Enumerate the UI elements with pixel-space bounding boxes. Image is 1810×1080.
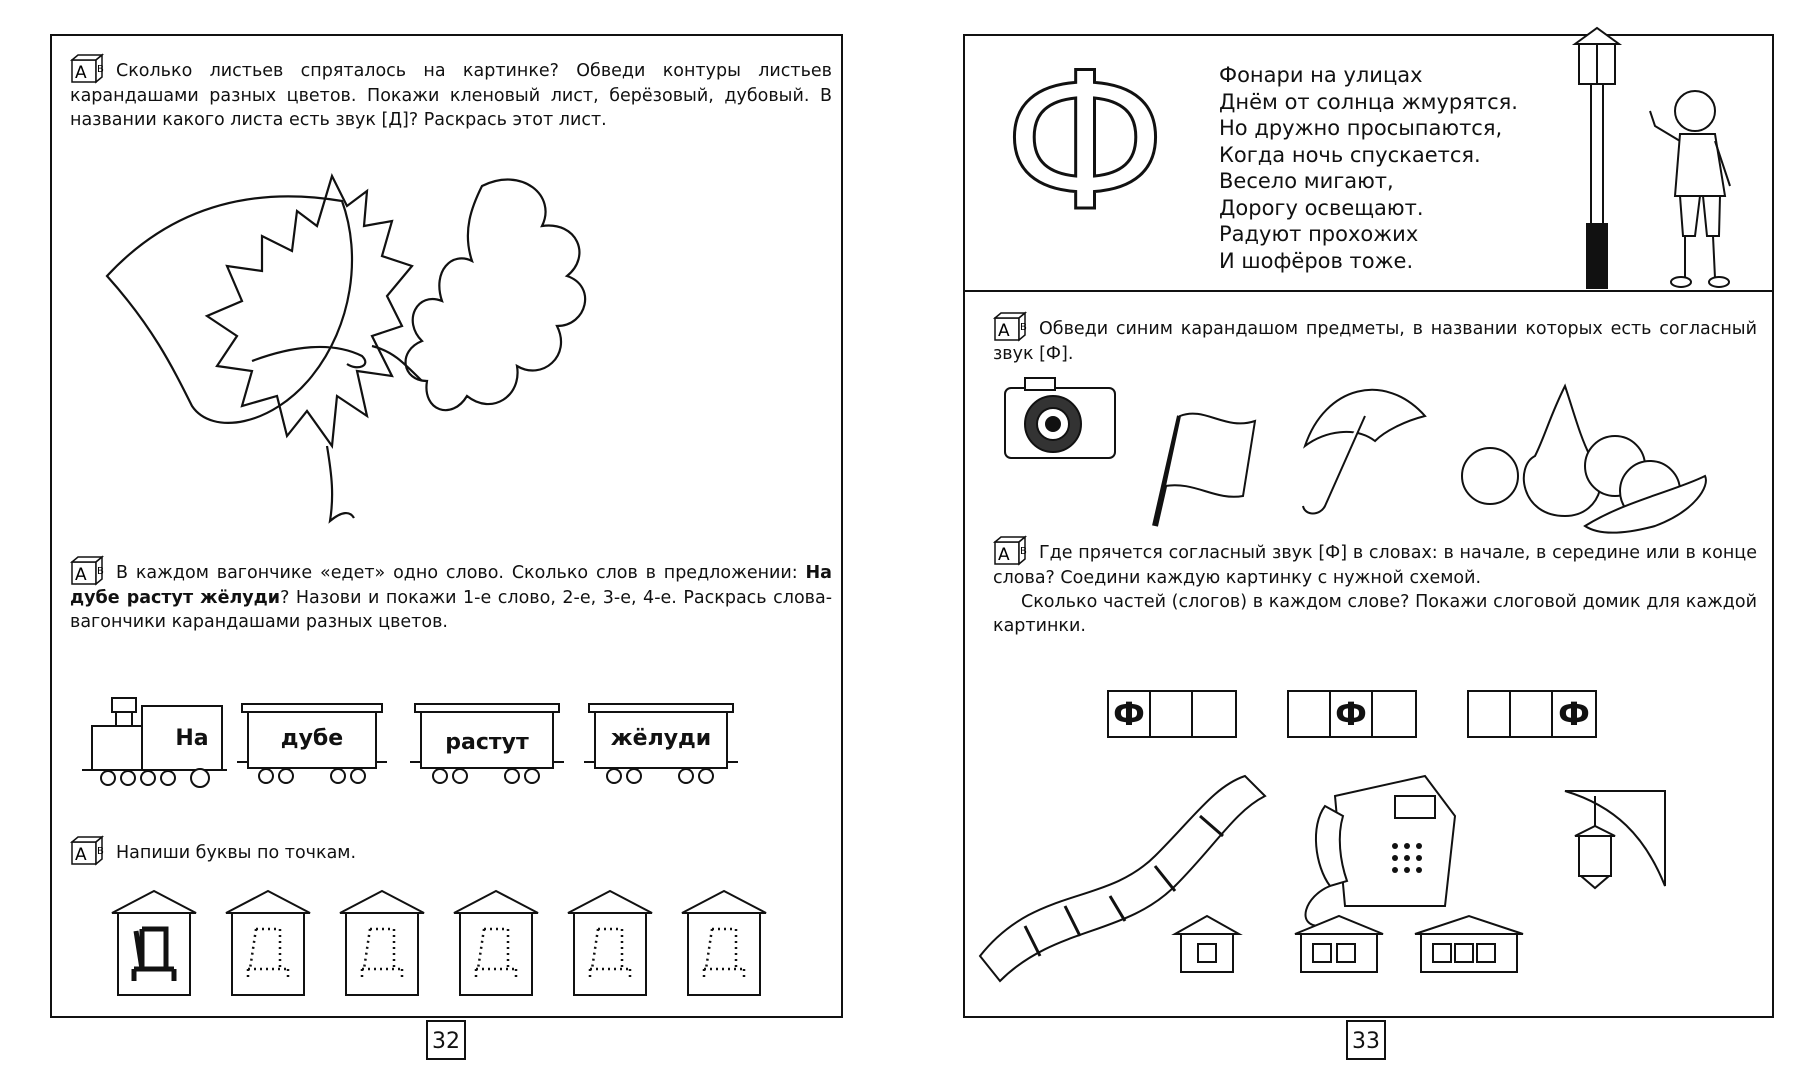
- train-word-2: дубе: [280, 726, 344, 751]
- scheme-cell: [1373, 692, 1415, 736]
- svg-text:В: В: [97, 566, 104, 577]
- poem-line: Днём от солнца жмурятся.: [1219, 89, 1518, 114]
- svg-text:В: В: [1020, 546, 1027, 557]
- poem-line: Когда ночь спускается.: [1219, 142, 1481, 167]
- syllable-house-3: [1415, 916, 1523, 972]
- right-page: [963, 34, 1774, 1018]
- svg-text:В: В: [97, 64, 104, 75]
- umbrella-icon: [1303, 390, 1425, 514]
- lantern-icon: [1565, 791, 1665, 888]
- page-number-left: 32: [426, 1020, 466, 1060]
- camera-icon: [1005, 378, 1115, 458]
- poem-line: Весело мигают,: [1219, 169, 1394, 193]
- task-train: А В В каждом вагончике «едет» одно слово. Сколько слов в предложении: На дубе растут жёлуди? Назови и покажи 1-е слово, 2-е, 3-е, 4-е. Раскрась слова-вагончики карандашами разных цветов.: [70, 556, 832, 634]
- house-solid-letter: [112, 891, 196, 995]
- task-leaves: А В Сколько листьев спряталось на картинке? Обведи контуры листьев карандашами разных цветов. Покажи кленовый лист, берёзовый, дубовый. В названии какого листа есть звук [Д]? Раскрась этот лист.: [70, 54, 832, 132]
- scheme-middle: [1287, 690, 1417, 738]
- train-word-3: растут: [445, 730, 529, 755]
- task-trace-letters: А В Напиши буквы по точкам.: [70, 836, 832, 866]
- task-syllables: Сколько частей (слогов) в каждом слове? Покажи слоговой домик для каждой картинки.: [993, 592, 1757, 636]
- left-page: [50, 34, 843, 1018]
- poem-line: Радуют прохожих: [1219, 222, 1419, 246]
- section-divider: [965, 290, 1772, 292]
- svg-text:А: А: [75, 63, 87, 83]
- scheme-cell: [1151, 692, 1193, 736]
- poem-line: Фонари на улицах: [1219, 63, 1423, 87]
- svg-text:А: А: [75, 845, 87, 865]
- abc-block-icon: [70, 54, 104, 84]
- abc-block-icon: [70, 836, 104, 866]
- flag-icon: [1155, 414, 1255, 526]
- scheme-cell: [1511, 692, 1553, 736]
- task-find-f: А В Обведи синим карандашом предметы, в названии которых есть согласный звук [Ф].: [993, 312, 1757, 366]
- train-word-1: На: [175, 726, 209, 751]
- phone-icon: [1306, 776, 1455, 926]
- syllable-house-1: [1175, 916, 1239, 972]
- scheme-cell: [1469, 692, 1511, 736]
- fruits-icon: [1462, 386, 1706, 533]
- svg-text:А: А: [998, 321, 1010, 341]
- poem: [1219, 62, 1518, 274]
- poem-line: Но дружно просыпаются,: [1219, 116, 1503, 140]
- abc-block-icon: [70, 556, 104, 586]
- big-letter-f: [995, 32, 1175, 253]
- svg-text:В: В: [1020, 322, 1027, 333]
- svg-text:Ф: Ф: [1003, 32, 1167, 253]
- lamppost-and-boy-illustration: [1555, 16, 1755, 296]
- scheme-end: [1467, 690, 1597, 738]
- poem-line: Дорогу освещают.: [1219, 195, 1424, 220]
- page-number-right: 33: [1346, 1020, 1386, 1060]
- svg-text:А: А: [75, 565, 87, 585]
- syllable-house-2: [1295, 916, 1383, 972]
- letter-houses: [112, 891, 802, 1001]
- svg-text:В: В: [97, 846, 104, 857]
- hidden-leaves-illustration: [102, 166, 662, 546]
- scheme-cell: Ф: [1109, 692, 1151, 736]
- poem-line: И шофёров тоже.: [1219, 248, 1414, 273]
- task-sound-position: А В Где прячется согласный звук [Ф] в словах: в начале, в середине или в конце слова? Соедини каждую картинку с нужной схемой. Сколько частей (слогов) в каждом слове? Покажи слоговой домик для каждой картинки.: [993, 536, 1757, 638]
- abc-block-icon: [993, 536, 1027, 566]
- objects-illustration: [1005, 376, 1745, 536]
- abc-block-icon: [993, 312, 1027, 342]
- scheme-cell: [1289, 692, 1331, 736]
- train-word-4: жёлуди: [610, 726, 712, 751]
- words-illustration: [975, 756, 1755, 1006]
- scheme-cell: Ф: [1331, 692, 1373, 736]
- svg-text:А: А: [998, 545, 1010, 565]
- scheme-start: [1107, 690, 1237, 738]
- scheme-cell: [1193, 692, 1235, 736]
- scheme-cell: Ф: [1558, 695, 1590, 733]
